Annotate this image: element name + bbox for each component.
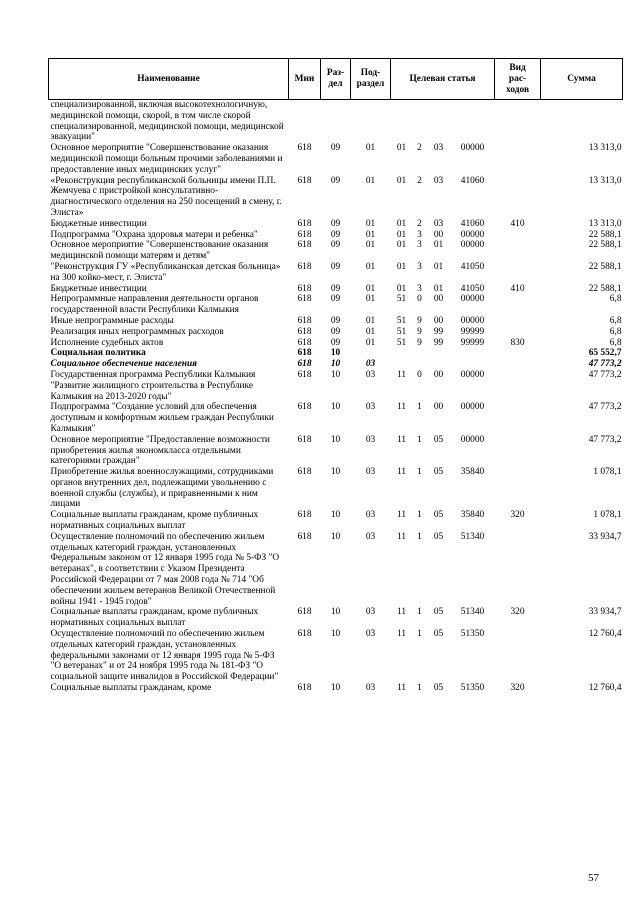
- row-name: Бюджетные инвестиции: [50, 283, 147, 294]
- header-summa: Сумма: [541, 59, 623, 100]
- row-razdel: [321, 100, 351, 144]
- row-vid-rashodov: [495, 143, 541, 175]
- row-name: Социальное обеспечение населения: [50, 359, 198, 370]
- row-celevaya-4: 51340: [460, 531, 485, 542]
- row-celevaya-4: 00000: [460, 402, 485, 413]
- row-podrazdel: 03: [365, 369, 376, 380]
- row-vid-rashodov: [495, 402, 541, 434]
- row-min: 618: [297, 531, 312, 542]
- row-min: 618: [297, 326, 312, 337]
- row-podrazdel: 03: [365, 359, 376, 370]
- row-vid-rashodov: [495, 294, 541, 316]
- row-celevaya-1: 11: [396, 434, 407, 445]
- row-summa: 12 760,4: [588, 683, 622, 694]
- row-celevaya-2: 1: [417, 607, 422, 618]
- row-razdel: 09: [330, 261, 341, 272]
- row-celevaya-2: 3: [417, 229, 422, 240]
- row-razdel: 09: [330, 326, 341, 337]
- row-celevaya-3: 01: [433, 283, 444, 294]
- row-summa: 6,8: [609, 294, 622, 305]
- header-razdel: Раз- дел: [321, 59, 351, 100]
- row-min: 618: [297, 315, 312, 326]
- row-celevaya-2: 3: [417, 240, 422, 251]
- table-row: [49, 370, 623, 402]
- row-celevaya-3: 05: [433, 510, 444, 521]
- row-vid-rashodov: [495, 327, 541, 338]
- table-row: [49, 467, 623, 510]
- row-podrazdel: 01: [365, 218, 376, 229]
- row-celevaya-1: [391, 100, 413, 144]
- table-row: [49, 510, 623, 532]
- row-min: 618: [297, 294, 312, 305]
- row-vid-rashodov: [495, 629, 541, 683]
- row-vid-rashodov: 830: [510, 337, 525, 348]
- row-celevaya-1: 01: [396, 229, 407, 240]
- row-celevaya-1: 11: [396, 683, 407, 694]
- row-celevaya-1: 11: [396, 629, 407, 640]
- row-min: [289, 100, 321, 144]
- row-summa: 47 773,2: [588, 369, 622, 380]
- row-podrazdel: 01: [365, 175, 376, 186]
- row-vid-rashodov: [495, 435, 541, 467]
- table-row: [49, 607, 623, 629]
- row-vid-rashodov: [495, 100, 541, 144]
- row-razdel: 09: [330, 283, 341, 294]
- row-summa: 22 588,1: [588, 261, 622, 272]
- row-name: Приобретение жилья военнослужащими, сотрудниками органов внутренних дел, подлежащими увольнению с военной службы (службы), и приравненными к ним лицами: [50, 467, 274, 510]
- row-podrazdel: 01: [365, 283, 376, 294]
- row-celevaya-2: 1: [417, 510, 422, 521]
- row-summa: 13 313,0: [588, 143, 622, 154]
- row-celevaya-2: 1: [417, 434, 422, 445]
- row-name: Реализация иных непрограммных расходов: [50, 326, 224, 337]
- row-celevaya-4: 51340: [460, 607, 485, 618]
- row-celevaya-1: [391, 348, 413, 359]
- row-vid-rashodov: [495, 348, 541, 359]
- row-razdel: 09: [330, 294, 341, 305]
- row-celevaya-1: [391, 359, 413, 370]
- row-vid-rashodov: 320: [510, 510, 525, 521]
- row-min: 618: [297, 359, 312, 370]
- row-celevaya-3: 00: [433, 294, 444, 305]
- row-celevaya-4: 00000: [460, 315, 485, 326]
- row-razdel: 09: [330, 175, 341, 186]
- row-celevaya-4: [451, 359, 495, 370]
- row-podrazdel: 01: [365, 143, 376, 154]
- table-row: [49, 316, 623, 327]
- row-name: Исполнение судебных актов: [50, 337, 164, 348]
- row-min: 618: [297, 369, 312, 380]
- row-celevaya-2: [413, 359, 427, 370]
- row-vid-rashodov: [495, 370, 541, 402]
- row-summa: 1 078,1: [593, 510, 622, 521]
- row-vid-rashodov: [495, 230, 541, 241]
- row-podrazdel: 03: [365, 629, 376, 640]
- row-podrazdel: 03: [365, 467, 376, 478]
- row-podrazdel: 01: [365, 315, 376, 326]
- row-celevaya-4: 35840: [460, 510, 485, 521]
- row-celevaya-3: 03: [433, 143, 444, 154]
- row-celevaya-3: 05: [433, 434, 444, 445]
- row-celevaya-3: 01: [433, 261, 444, 272]
- row-celevaya-3: [427, 359, 451, 370]
- row-celevaya-4: 00000: [460, 369, 485, 380]
- row-summa: 6,8: [609, 326, 622, 337]
- row-celevaya-3: 03: [433, 175, 444, 186]
- row-min: 618: [297, 175, 312, 186]
- table-row: [49, 240, 623, 262]
- row-celevaya-4: [451, 100, 495, 144]
- table-row: [49, 435, 623, 467]
- row-celevaya-3: 00: [433, 369, 444, 380]
- row-min: 618: [297, 402, 312, 413]
- row-summa: 12 760,4: [588, 629, 622, 640]
- row-name: Иные непрограммные расходы: [50, 315, 174, 326]
- row-celevaya-1: 51: [396, 294, 407, 305]
- row-celevaya-3: 05: [433, 467, 444, 478]
- row-razdel: 10: [330, 607, 341, 618]
- row-celevaya-1: 11: [396, 531, 407, 542]
- row-razdel: 10: [330, 683, 341, 694]
- row-summa: 47 773,2: [588, 434, 622, 445]
- row-min: 618: [297, 607, 312, 618]
- table-row: [49, 348, 623, 359]
- row-min: 618: [297, 337, 312, 348]
- row-celevaya-2: 3: [417, 261, 422, 272]
- row-summa: 33 934,7: [588, 531, 622, 542]
- row-celevaya-1: 01: [396, 175, 407, 186]
- row-celevaya-2: 9: [417, 315, 422, 326]
- row-podrazdel: 03: [365, 607, 376, 618]
- row-name: Осуществление полномочий по обеспечению жильем отдельных категорий граждан, установленных Федеральным законом от 12 января 1995 года № 5-ФЗ "О ветеранах", в соответствии с Указом Президента Российской Федерации от 7 мая 2008 года № 714 "Об обеспечении жильем ветеранов Великой Отечественной войны 1941 - 1945 годов": [50, 531, 280, 607]
- row-podrazdel: [351, 100, 391, 144]
- row-celevaya-4: 41050: [460, 283, 485, 294]
- table-row: [49, 402, 623, 434]
- row-summa: 13 313,0: [588, 175, 622, 186]
- row-vid-rashodov: 410: [510, 218, 525, 229]
- row-celevaya-3: 01: [433, 240, 444, 251]
- row-name: Социальная политика: [50, 348, 146, 359]
- row-summa: 22 588,1: [588, 229, 622, 240]
- table-row: [49, 143, 623, 175]
- header-podrazdel: Под- раздел: [351, 59, 391, 100]
- row-podrazdel: 03: [365, 402, 376, 413]
- row-summa: 47 773,2: [588, 402, 622, 413]
- row-summa: 6,8: [609, 315, 622, 326]
- row-summa: 22 588,1: [588, 240, 622, 251]
- table-row: [49, 294, 623, 316]
- row-celevaya-4: 99999: [460, 337, 485, 348]
- row-min: 618: [297, 229, 312, 240]
- row-celevaya-4: [451, 348, 495, 359]
- row-celevaya-4: 00000: [460, 143, 485, 154]
- row-min: 618: [297, 683, 312, 694]
- row-podrazdel: [351, 348, 391, 359]
- table-row: [49, 100, 623, 144]
- row-name: Социальные выплаты гражданам, кроме: [50, 683, 212, 694]
- row-podrazdel: 01: [365, 326, 376, 337]
- row-name: Непрограммные направления деятельности органов государственной власти Республики Калмыкия: [50, 294, 259, 316]
- row-vid-rashodov: 410: [510, 283, 525, 294]
- row-celevaya-1: 51: [396, 337, 407, 348]
- row-name: Осуществление полномочий по обеспечению жильем отдельных категорий граждан, установленных федеральными законами от 12 января 1995 года № 5-ФЗ "О ветеранах" и от 24 ноября 1995 года № 181-ФЗ "О социальной защите инвалидов в Российской Федерации": [50, 629, 279, 683]
- row-name: Социальные выплаты гражданам, кроме публичных нормативных социальных выплат: [50, 607, 259, 629]
- row-min: 618: [297, 434, 312, 445]
- row-celevaya-1: 11: [396, 402, 407, 413]
- row-celevaya-4: 41050: [460, 261, 485, 272]
- row-podrazdel: 03: [365, 683, 376, 694]
- row-razdel: 09: [330, 337, 341, 348]
- row-vid-rashodov: [495, 240, 541, 262]
- row-celevaya-2: 3: [417, 283, 422, 294]
- row-celevaya-4: 00000: [460, 434, 485, 445]
- row-celevaya-1: 01: [396, 240, 407, 251]
- row-celevaya-3: 99: [433, 326, 444, 337]
- row-razdel: 09: [330, 229, 341, 240]
- row-summa: 6,8: [609, 337, 622, 348]
- row-razdel: 10: [330, 359, 341, 370]
- table-row: [49, 176, 623, 219]
- row-name: Основное мероприятие "Предоставление возможности приобретения жилья экономкласса отдельными категориями граждан": [50, 434, 270, 467]
- header-min: Мин: [289, 59, 321, 100]
- row-vid-rashodov: [495, 262, 541, 284]
- row-podrazdel: 01: [365, 240, 376, 251]
- row-celevaya-2: 1: [417, 629, 422, 640]
- row-razdel: 10: [330, 348, 341, 359]
- table-row: [49, 683, 623, 694]
- row-razdel: 10: [330, 510, 341, 521]
- row-celevaya-1: 01: [396, 283, 407, 294]
- row-celevaya-2: 1: [417, 683, 422, 694]
- row-celevaya-1: 51: [396, 315, 407, 326]
- row-name: Подпрограмма "Создание условий для обеспечения доступным и комфортным жильем граждан Республики Калмыкия": [50, 402, 274, 434]
- row-celevaya-3: 05: [433, 607, 444, 618]
- row-name: "Реконструкция ГУ «Республиканская детская больница» на 300 койко-мест, г. Элиста": [50, 261, 281, 283]
- row-name: специализированной, включая высокотехнологичную, медицинской помощи, скорой, в том числе скорой специализированной, медицинской помощи, медицинской эвакуации": [50, 100, 284, 143]
- row-celevaya-2: 1: [417, 467, 422, 478]
- row-razdel: 09: [330, 143, 341, 154]
- row-razdel: 09: [330, 218, 341, 229]
- row-razdel: 10: [330, 467, 341, 478]
- row-celevaya-3: 05: [433, 683, 444, 694]
- row-name: Государственная программа Республики Калмыкия "Развитие жилищного строительства в Республике Калмыкия на 2013-2020 годы": [50, 369, 256, 402]
- row-celevaya-2: [413, 100, 427, 144]
- row-celevaya-1: 11: [396, 607, 407, 618]
- row-celevaya-3: 05: [433, 629, 444, 640]
- table-row: [49, 359, 623, 370]
- row-name: Подпрограмма "Охрана здоровья матери и ребенка": [50, 229, 258, 240]
- row-celevaya-4: 41060: [460, 218, 485, 229]
- row-celevaya-3: 00: [433, 315, 444, 326]
- row-name: Социальные выплаты гражданам, кроме публичных нормативных социальных выплат: [50, 510, 259, 532]
- row-celevaya-3: 00: [433, 229, 444, 240]
- row-podrazdel: 01: [365, 261, 376, 272]
- row-summa: 22 588,1: [588, 283, 622, 294]
- row-celevaya-1: 11: [396, 369, 407, 380]
- row-summa: 65 552,7: [588, 348, 622, 359]
- row-celevaya-4: 41060: [460, 175, 485, 186]
- row-podrazdel: 01: [365, 229, 376, 240]
- row-celevaya-1: 11: [396, 510, 407, 521]
- row-podrazdel: 03: [365, 434, 376, 445]
- row-min: 618: [297, 261, 312, 272]
- header-vid-rashodov: Вид рас- ходов: [495, 59, 541, 100]
- row-celevaya-2: 2: [417, 175, 422, 186]
- row-celevaya-2: [413, 348, 427, 359]
- table-row: [49, 629, 623, 683]
- row-name: Основное мероприятие "Совершенствование оказания медицинской помощи матерям и детям": [50, 240, 269, 262]
- row-min: 618: [297, 629, 312, 640]
- table-row: [49, 327, 623, 338]
- table-row: [49, 338, 623, 349]
- row-celevaya-2: 1: [417, 531, 422, 542]
- row-podrazdel: 03: [365, 510, 376, 521]
- row-celevaya-4: 00000: [460, 240, 485, 251]
- row-podrazdel: 03: [365, 531, 376, 542]
- row-min: 618: [297, 240, 312, 251]
- row-celevaya-3: 00: [433, 402, 444, 413]
- row-min: 618: [297, 467, 312, 478]
- row-min: 618: [297, 348, 312, 359]
- table-row: [49, 219, 623, 230]
- row-celevaya-3: [427, 100, 451, 144]
- row-summa: 47 773,2: [588, 359, 622, 370]
- row-podrazdel: 01: [365, 337, 376, 348]
- table-row: [49, 262, 623, 284]
- row-celevaya-3: 03: [433, 218, 444, 229]
- row-celevaya-3: [427, 348, 451, 359]
- row-celevaya-1: 01: [396, 261, 407, 272]
- row-celevaya-4: 99999: [460, 326, 485, 337]
- row-podrazdel: 01: [365, 294, 376, 305]
- row-vid-rashodov: [495, 176, 541, 219]
- row-razdel: 09: [330, 315, 341, 326]
- row-summa: 1 078,1: [593, 467, 622, 478]
- header-name: Наименование: [49, 59, 289, 100]
- row-celevaya-2: 0: [417, 369, 422, 380]
- row-min: 618: [297, 283, 312, 294]
- row-celevaya-1: 01: [396, 143, 407, 154]
- table-header: [49, 59, 623, 100]
- row-celevaya-2: 2: [417, 218, 422, 229]
- row-razdel: 09: [330, 240, 341, 251]
- table-row: [49, 532, 623, 608]
- row-min: 618: [297, 218, 312, 229]
- row-summa: [541, 100, 623, 144]
- row-celevaya-2: 9: [417, 326, 422, 337]
- row-celevaya-1: 51: [396, 326, 407, 337]
- row-celevaya-3: 05: [433, 531, 444, 542]
- row-razdel: 10: [330, 434, 341, 445]
- row-name: «Реконструкция республиканской больницы имени П.П. Жемчуева с пристройкой консультативно-диагностического отделения на 250 посещений в смену, г. Элиста»: [50, 175, 282, 218]
- row-name: Основное мероприятие "Совершенствование оказания медицинской помощи больным прочими заболеваниями и предоставление иных медицинских услуг": [50, 143, 283, 175]
- row-name: Бюджетные инвестиции: [50, 218, 147, 229]
- row-celevaya-4: 51350: [460, 629, 485, 640]
- row-celevaya-4: 35840: [460, 467, 485, 478]
- row-celevaya-2: 0: [417, 294, 422, 305]
- row-summa: 13 313,0: [588, 218, 622, 229]
- table-body: [49, 100, 623, 694]
- row-celevaya-2: 2: [417, 143, 422, 154]
- row-razdel: 10: [330, 402, 341, 413]
- row-celevaya-2: 9: [417, 337, 422, 348]
- row-vid-rashodov: [495, 316, 541, 327]
- header-celevaya-statya: Целевая статья: [391, 59, 495, 100]
- row-vid-rashodov: [495, 532, 541, 608]
- row-celevaya-1: 11: [396, 467, 407, 478]
- page-number: 57: [588, 872, 599, 884]
- budget-table: [48, 58, 623, 694]
- row-celevaya-2: 1: [417, 402, 422, 413]
- row-vid-rashodov: [495, 467, 541, 510]
- row-summa: 33 934,7: [588, 607, 622, 618]
- row-razdel: 10: [330, 369, 341, 380]
- row-min: 618: [297, 143, 312, 154]
- row-celevaya-4: 00000: [460, 294, 485, 305]
- row-vid-rashodov: [495, 359, 541, 370]
- row-razdel: 10: [330, 531, 341, 542]
- row-celevaya-4: 51350: [460, 683, 485, 694]
- row-celevaya-1: 01: [396, 218, 407, 229]
- row-vid-rashodov: 320: [510, 607, 525, 618]
- row-celevaya-3: 99: [433, 337, 444, 348]
- table-row: [49, 284, 623, 295]
- table-row: [49, 230, 623, 241]
- row-celevaya-4: 00000: [460, 229, 485, 240]
- row-min: 618: [297, 510, 312, 521]
- row-vid-rashodov: 320: [510, 683, 525, 694]
- row-razdel: 10: [330, 629, 341, 640]
